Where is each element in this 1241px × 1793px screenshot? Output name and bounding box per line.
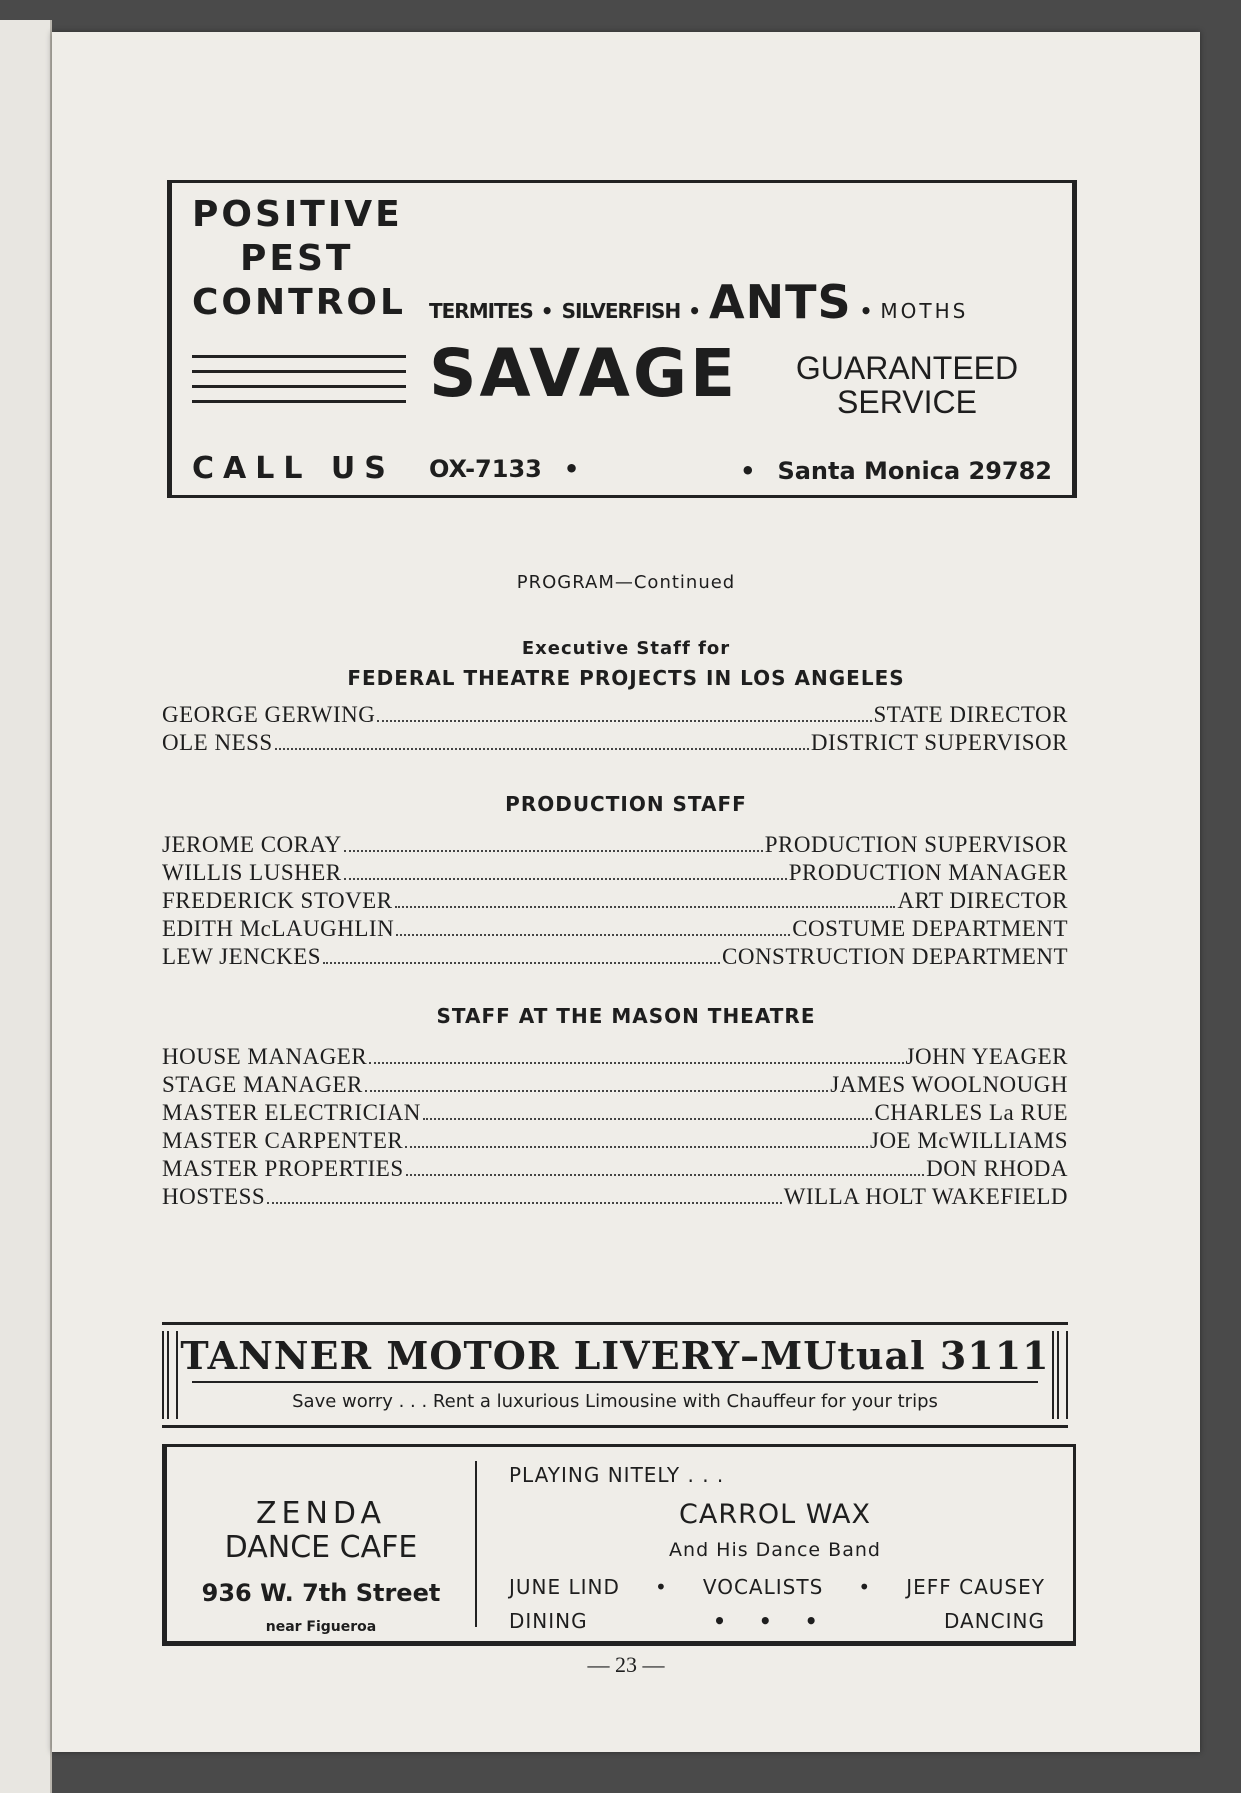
pest-control-ad (167, 180, 1077, 498)
brand-name: SAVAGE (429, 335, 739, 412)
staff-row: JEROME CORAY PRODUCTION SUPERVISOR (162, 832, 1068, 857)
staff-row: HOUSE MANAGER JOHN YEAGER (162, 1044, 1068, 1069)
staff-row: STAGE MANAGER JAMES WOOLNOUGH (162, 1072, 1068, 1097)
phone-santa-monica: • Santa Monica 29782 (740, 457, 1052, 485)
staff-row: MASTER ELECTRICIAN CHARLES La RUE (162, 1100, 1068, 1125)
call-us-label: CALL US (192, 451, 395, 486)
zenda-info: ZENDA DANCE CAFE 936 W. 7th Street near Figueroa (201, 1496, 441, 1635)
program-page (52, 32, 1200, 1752)
federal-theatre-title: FEDERAL THEATRE PROJECTS IN LOS ANGELES (347, 666, 905, 690)
staff-row: OLE NESS DISTRICT SUPERVISOR (162, 730, 1068, 755)
production-staff-title: PRODUCTION STAFF (505, 792, 747, 816)
phone-ox: OX-7133 • (429, 455, 580, 483)
dining-dancing-line: DINING • • • DANCING (509, 1609, 1045, 1633)
tanner-subtitle: Save worry . . . Rent a luxurious Limousine with Chauffeur for your trips (292, 1391, 938, 1412)
tanner-title: TANNER MOTOR LIVERY–MUtual 3111 (180, 1333, 1050, 1378)
staff-row: MASTER PROPERTIES DON RHODA (162, 1156, 1068, 1181)
exec-staff-title: Executive Staff for (521, 638, 731, 659)
page-number: — 23 — (587, 1652, 665, 1677)
staff-row: EDITH McLAUGHLIN COSTUME DEPARTMENT (162, 916, 1068, 941)
staff-row: MASTER CARPENTER JOE McWILLIAMS (162, 1128, 1068, 1153)
pest-company-name: POSITIVE PEST CONTROL (192, 194, 406, 323)
tanner-livery-ad (162, 1322, 1068, 1428)
mason-staff-title: STAFF AT THE MASON THEATRE (436, 1004, 816, 1028)
divider (192, 1381, 1038, 1383)
staff-row: WILLIS LUSHER PRODUCTION MANAGER (162, 860, 1068, 885)
staff-row: LEW JENCKES CONSTRUCTION DEPARTMENT (162, 944, 1068, 969)
decorative-lines (192, 355, 406, 415)
facing-page-edge (0, 20, 52, 1793)
guarantee-text: GUARANTEED SERVICE (795, 350, 1019, 420)
pest-list: TERMITES • SILVERFISH • ANTS • MOTHS (429, 275, 969, 329)
zenda-entertainment: PLAYING NITELY . . . CARROL WAX And His Dance Band JUNE LIND • VOCALISTS • JEFF CAUSEY DINING • • • DANCING (509, 1463, 1045, 1633)
staff-row: FREDERICK STOVER ART DIRECTOR (162, 888, 1068, 913)
staff-row: HOSTESS WILLA HOLT WAKEFIELD (162, 1184, 1068, 1209)
program-heading: PROGRAM—Continued (516, 572, 736, 593)
zenda-dance-cafe-ad (162, 1444, 1076, 1646)
staff-row: GEORGE GERWING STATE DIRECTOR (162, 702, 1068, 727)
vocalists-line: JUNE LIND • VOCALISTS • JEFF CAUSEY (509, 1575, 1045, 1599)
